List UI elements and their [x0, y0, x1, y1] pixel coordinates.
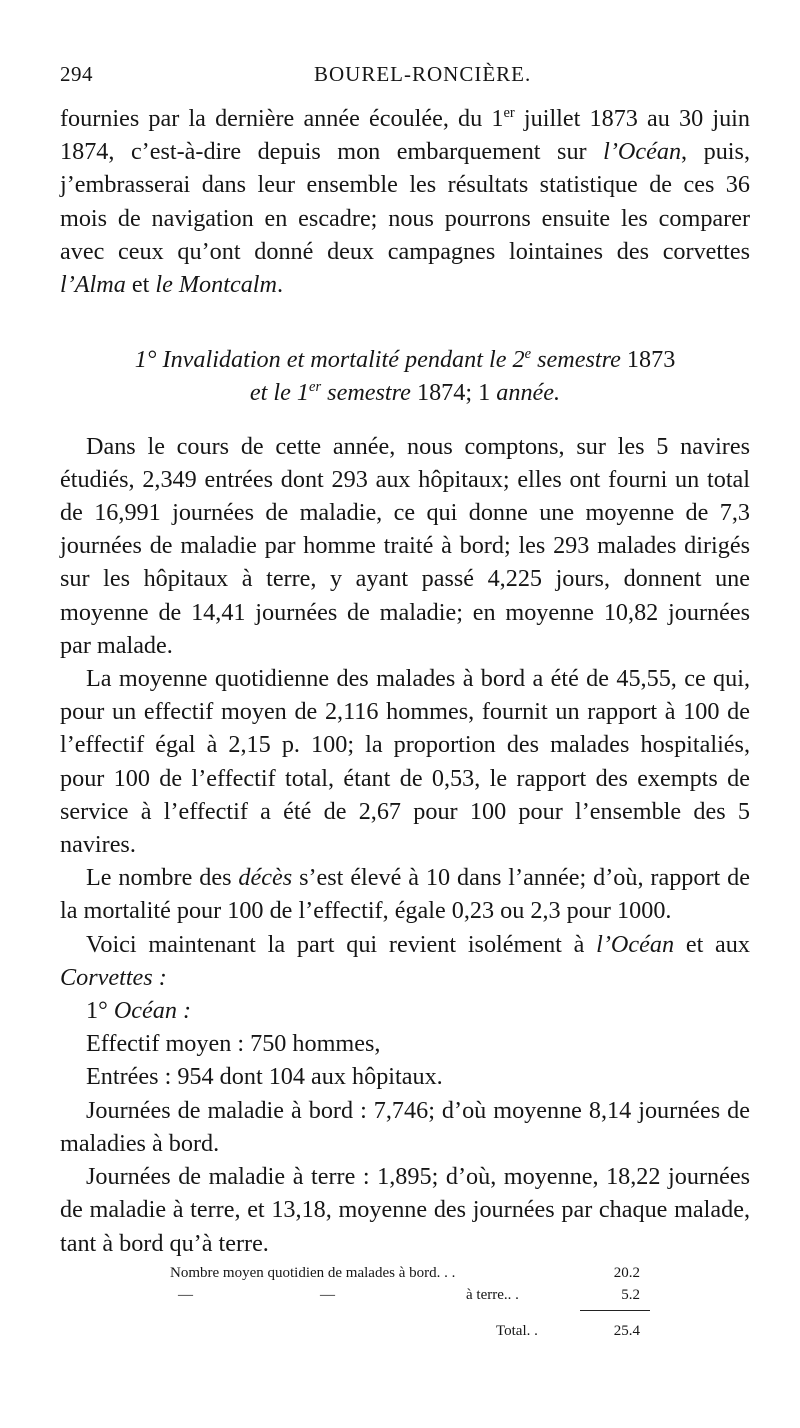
heading-sup-1: e [524, 346, 532, 363]
heading-part-8: année. [496, 379, 561, 407]
p4-text-2: et aux [674, 930, 750, 958]
paragraph-3 [60, 861, 750, 927]
intro-text-3: , puis, j’embrasserai dans leur ensemble les résultats statistique de ces 36 mois de navigation en escadre; nous pourrons ensuite les comparer avec ceux qu’ont donné deux campagnes lointaines des corvettes [60, 138, 750, 265]
paragraph-1: Dans le cours de cette année, nous comptons, sur les 5 navires étudiés, 2,349 entrées dont 293 aux hôpitaux; elles ont fourni un total de 16,991 journées de maladie, ce qui donne une moyenne de 7,3 journées de maladie par homme traité à bord; les 293 malades dirigés sur les hôpitaux à terre, y ayant passé 4,225 jours, donnent une moyenne de 14,41 journées de maladie; en moyenne 10,82 journées par malade. [60, 432, 750, 659]
item-ocean-label: Océan : [113, 997, 192, 1025]
item-effectif: Effectif moyen : 750 hommes, [86, 1030, 381, 1058]
summary-row-total [170, 1320, 650, 1342]
summary-total-label: Total. . [496, 1323, 538, 1339]
intro-paragraph [60, 102, 750, 301]
item-entrees: Entrées : 954 dont 104 aux hôpitaux. [86, 1063, 443, 1091]
summary-row-terre [170, 1284, 650, 1306]
intro-text-5: . [276, 271, 284, 299]
item-journees-bord: Journées de maladie à bord : 7,746; d’où moyenne 8,14 journées de maladies à bord. [60, 1096, 750, 1157]
item-ocean-heading [60, 994, 750, 1027]
heading-part-5: semestre [321, 379, 417, 407]
heading-part-7: ; 1 [465, 379, 497, 407]
running-head [60, 62, 750, 92]
item-journees-terre: Journées de maladie à terre : 1,895; d’où, moyenne, 18,22 journées de maladie à terre, et 13,18, moyenne des journées par chaque malade, tant à bord qu’à terre. [60, 1163, 750, 1257]
summary-row-bord-value: 20.2 [613, 1265, 640, 1281]
ship-name-ocean: l’Océan [603, 138, 682, 166]
paragraph-2: La moyenne quotidienne des malades à bord a été de 45,55, ce qui, pour un effectif moyen de 2,116 hommes, fournit un rapport à 100 de l’effectif égal à 2,15 p. 100; la proportion des malades hospitaliés, pour 100 de l’effectif total, étant de 0,53, le rapport des exempts de service à l’effectif a été de 2,67 pour 100 pour l’ensemble des 5 navires. [60, 665, 750, 859]
heading-part-2: semestre [531, 346, 627, 374]
running-title: BOUREL-RONCIÈRE. [314, 62, 532, 86]
p4-ocean: l’Océan [596, 930, 675, 958]
intro-sup: er [503, 104, 515, 121]
summary-total-value: 25.4 [613, 1323, 640, 1339]
p3-text-2: s’est élevé à 10 dans l’année; d’où, rapport de la mortalité pour 100 de l’effectif, égale 0,23 ou 2,3 pour 1000. [60, 864, 751, 925]
body-text [60, 102, 750, 1260]
section-heading [60, 343, 750, 409]
item-number: 1° [86, 997, 114, 1025]
ditto-dash-1: — [178, 1287, 193, 1303]
page-number: 294 [60, 62, 93, 86]
summary-row-terre-label: à terre.. . [466, 1287, 519, 1303]
ditto-dash-2: — [320, 1287, 335, 1303]
paragraph-4 [60, 928, 750, 994]
summary-table [170, 1262, 650, 1342]
ship-name-montcalm: le Montcalm [155, 271, 277, 299]
summary-row-bord [170, 1262, 650, 1284]
intro-text-4: et [125, 271, 156, 299]
summary-row-bord-label: Nombre moyen quotidien de malades à bord. . . [170, 1265, 456, 1281]
summary-row-terre-value: 5.2 [621, 1287, 640, 1303]
heading-year-1: 1873 [626, 346, 676, 374]
heading-sup-2: er [309, 379, 322, 396]
p3-deces: décès [238, 864, 293, 892]
ship-name-alma: l’Alma [60, 271, 126, 299]
intro-text-2: juillet 1873 au 30 juin 1874, c’est-à-dire depuis mon embarquement sur [60, 105, 750, 166]
p4-text-1: Voici maintenant la part qui revient isolément à [86, 930, 597, 958]
total-rule [580, 1310, 650, 1311]
heading-part-1: 1° Invalidation et mortalité pendant le 2 [134, 346, 525, 374]
p3-text-1: Le nombre des [86, 864, 239, 892]
heading-part-4: et le 1 [249, 379, 310, 407]
heading-year-2: 1874 [416, 379, 466, 407]
intro-text-1: fournies par la dernière année écoulée, du 1 [60, 105, 504, 132]
p4-corvettes: Corvettes : [60, 963, 167, 991]
